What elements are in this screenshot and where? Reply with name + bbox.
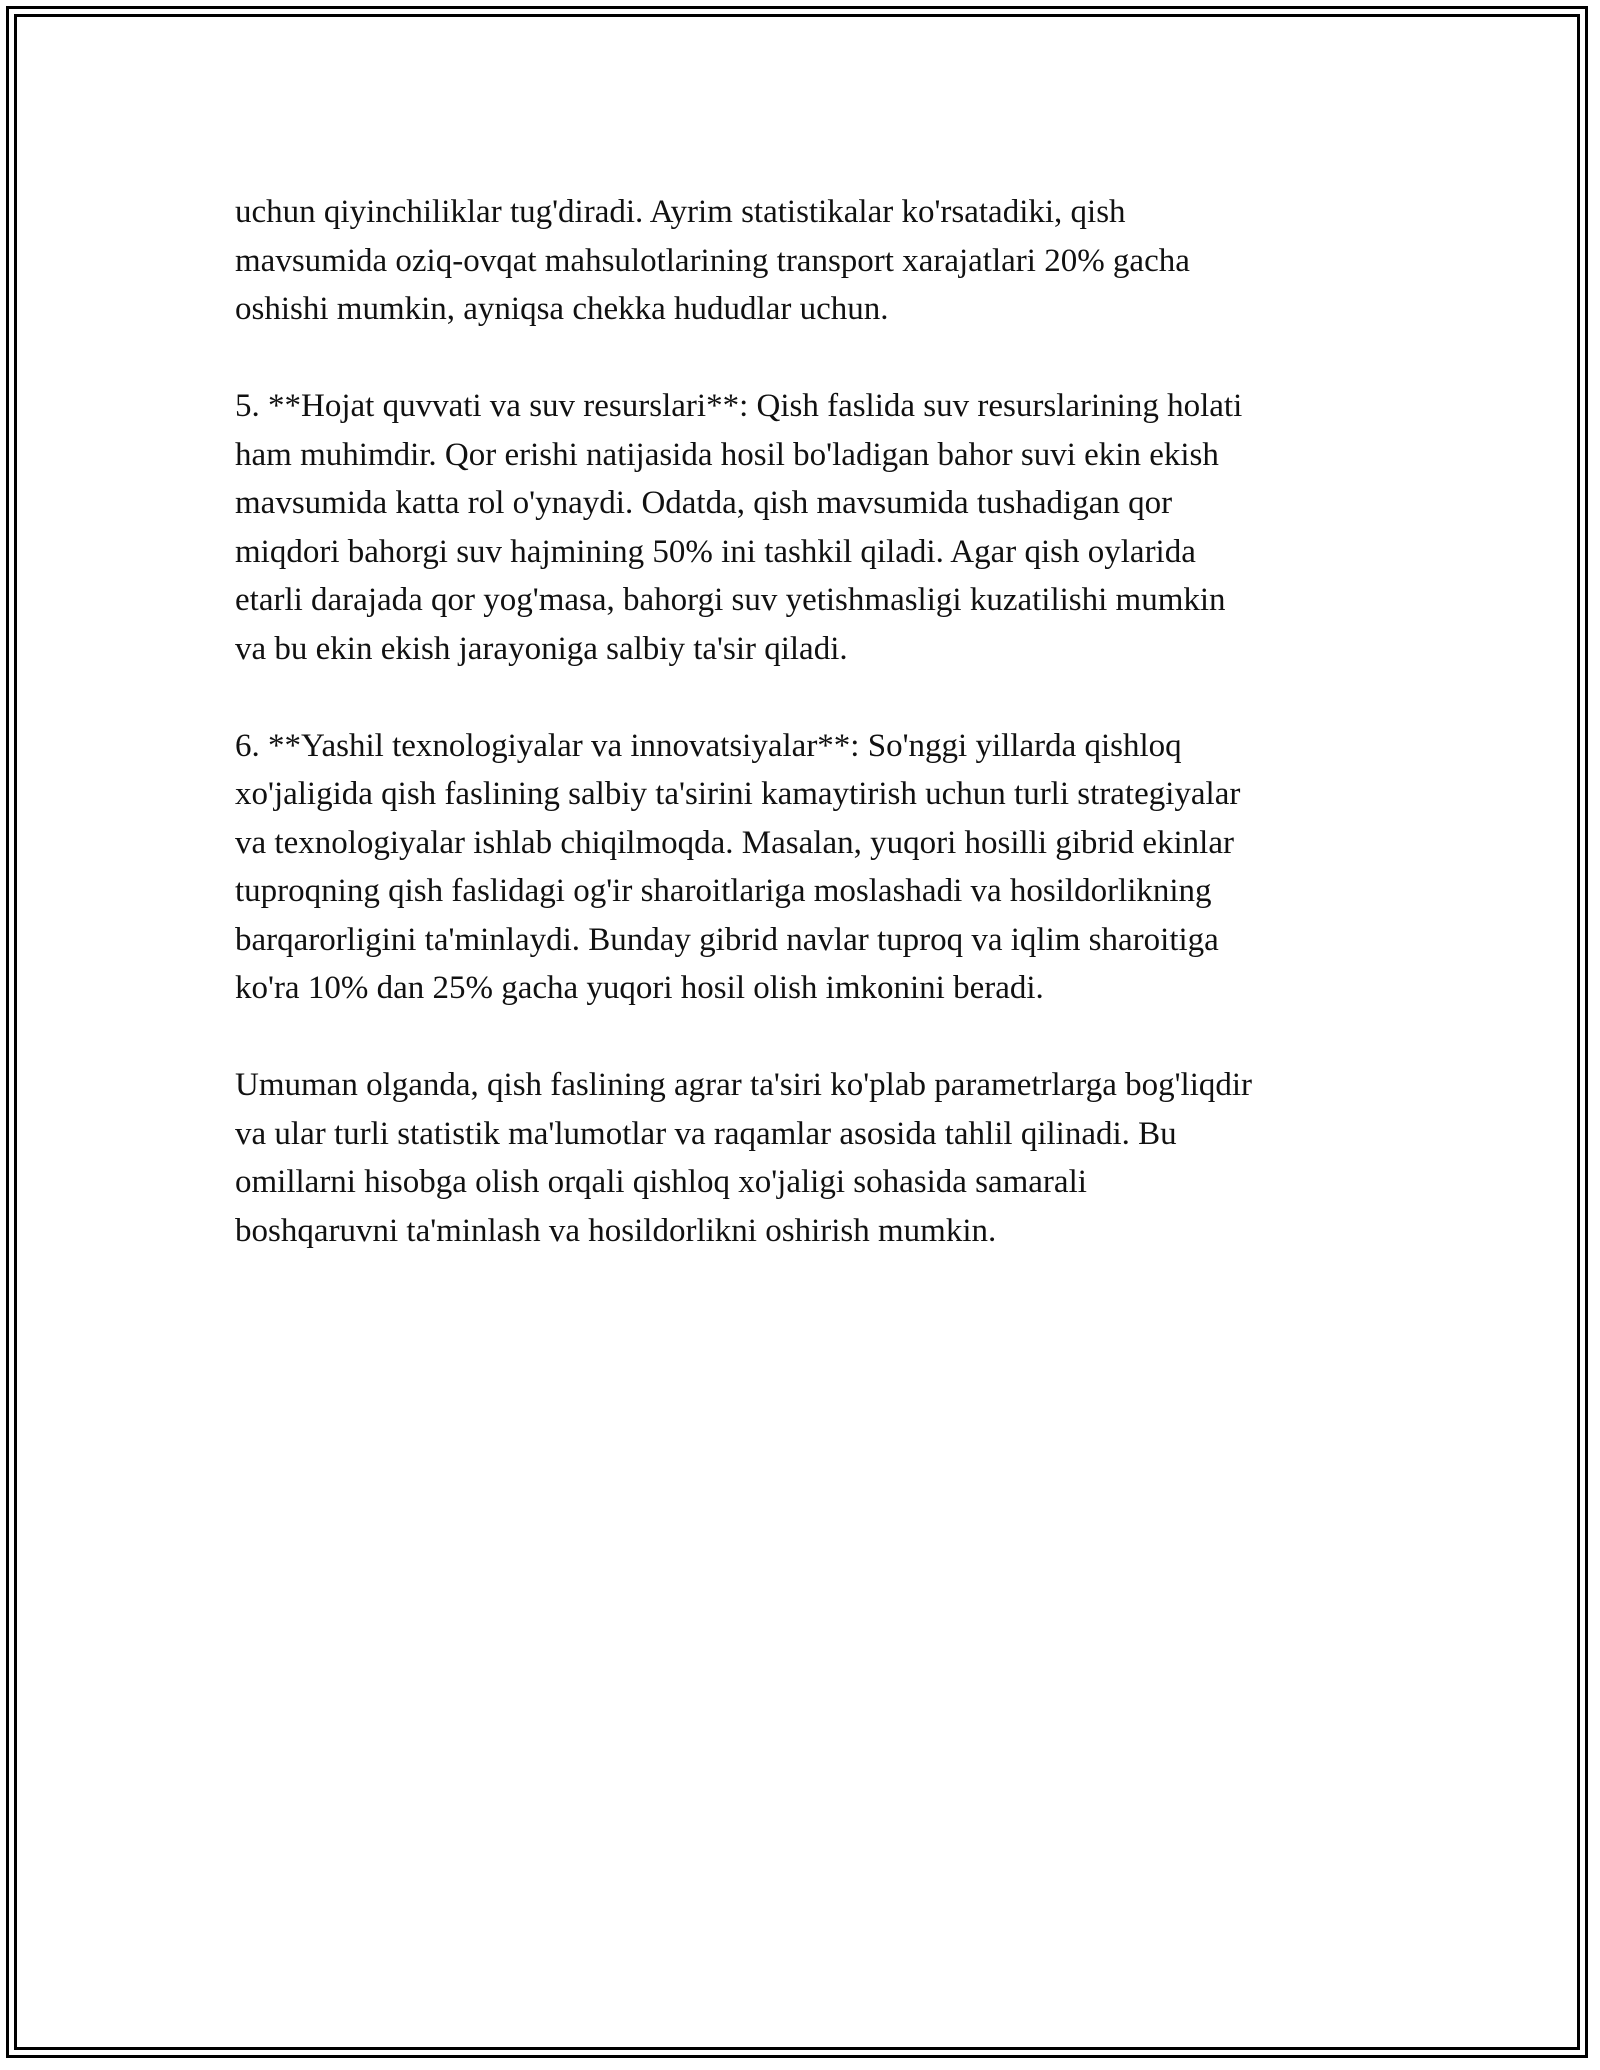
document-body [235, 188, 1375, 1304]
text-line: ko'ra 10% dan 25% gacha yuqori hosil olish imkonini beradi. [235, 970, 1044, 1006]
paragraph-conclusion [235, 1061, 1375, 1255]
text-line: Umuman olganda, qish faslining agrar ta'siri ko'plab parametrlarga bog'liqdir [235, 1067, 1253, 1103]
text-line: va texnologiyalar ishlab chiqilmoqda. Masalan, yuqori hosilli gibrid ekinlar [235, 824, 1234, 861]
text-line: oshishi mumkin, ayniqsa chekka hududlar uchun. [235, 291, 889, 327]
paragraph-section-6 [235, 722, 1375, 1013]
paragraph-intro-continuation [235, 188, 1375, 334]
text-line: va bu ekin ekish jarayoniga salbiy ta'sir qiladi. [235, 630, 848, 667]
paragraph-section-5 [235, 382, 1375, 673]
text-line: va ular turli statistik ma'lumotlar va raqamlar asosida tahlil qilinadi. Bu [235, 1115, 1177, 1152]
text-line: ham muhimdir. Qor erishi natijasida hosil bo'ladigan bahor suvi ekin ekish [235, 436, 1219, 473]
text-line: mavsumida oziq-ovqat mahsulotlarining transport xarajatlari 20% gacha [235, 242, 1190, 279]
text-line: miqdori bahorgi suv hajmining 50% ini tashkil qiladi. Agar qish oylarida [235, 533, 1196, 570]
text-line: mavsumida katta rol o'ynaydi. Odatda, qish mavsumida tushadigan qor [235, 485, 1173, 521]
text-line: 6. **Yashil texnologiyalar va innovatsiyalar**: So'nggi yillarda qishloq [235, 727, 1182, 764]
text-line: barqarorligini ta'minlaydi. Bunday gibrid navlar tuproq va iqlim sharoitiga [235, 921, 1219, 958]
text-line: boshqaruvni ta'minlash va hosildorlikni oshirish mumkin. [235, 1212, 997, 1249]
text-line: omillarni hisobga olish orqali qishloq xo'jaligi sohasida samarali [235, 1164, 1087, 1200]
text-line: 5. **Hojat quvvati va suv resurslari**: Qish faslida suv resurslarining holati [235, 388, 1243, 424]
text-line: etarli darajada qor yog'masa, bahorgi suv yetishmasligi kuzatilishi mumkin [235, 582, 1226, 618]
text-line: xo'jaligida qish faslining salbiy ta'sirini kamaytirish uchun turli strategiyalar [235, 776, 1241, 812]
text-line: tuproqning qish faslidagi og'ir sharoitlariga moslashadi va hosildorlikning [235, 873, 1212, 909]
text-line: uchun qiyinchiliklar tug'diradi. Ayrim statistikalar ko'rsatadiki, qish [235, 194, 1126, 230]
